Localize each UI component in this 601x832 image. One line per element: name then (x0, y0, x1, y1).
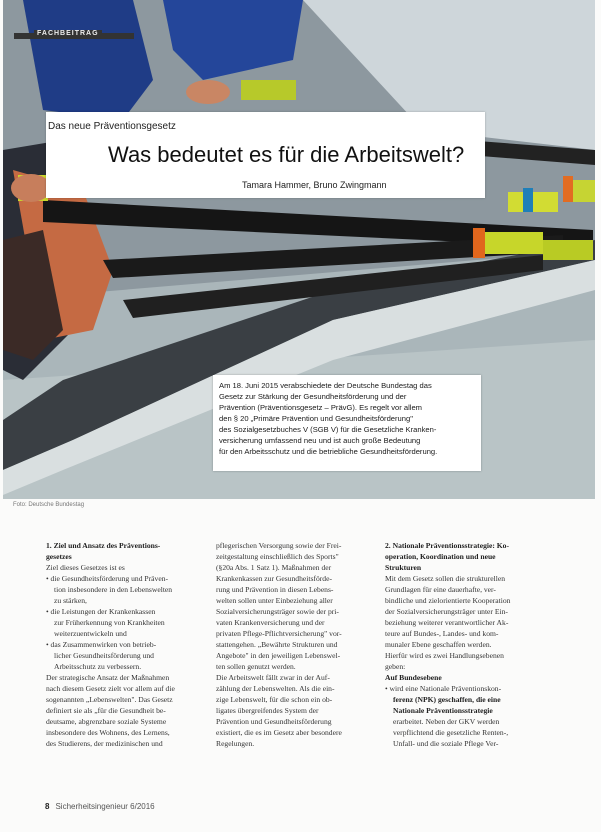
body-line: (§20a Abs. 1 Satz 1). Maßnahmen der (216, 563, 332, 572)
body-line: zählung der Lebenswelten. Als die ein- (216, 684, 335, 693)
intro-line: den § 20 „Primäre Prävention und Gesundheitsförderung" (219, 414, 413, 423)
body-line: teure auf Bundes-, Landes- und kom- (385, 629, 499, 638)
body-line: vaten Krankenversicherung und der (216, 618, 325, 627)
body-line: Auf Bundesebene (385, 673, 442, 682)
body-line: Prävention und Gesundheitsförderung (216, 717, 332, 726)
intro-text (219, 380, 481, 457)
body-line: 2. Nationale Präventionsstrategie: Ko- (385, 541, 510, 550)
body-line: erarbeitet. Neben der GKV werden (393, 717, 500, 726)
body-line: Strukturen (385, 563, 422, 572)
body-line: rung und Prävention in diesen Lebens- (216, 585, 334, 594)
body-line: ligates übergreifendes System der (216, 706, 319, 715)
body-line: • die Gesundheitsförderung und Präven- (46, 574, 169, 583)
body-line: zur Früherkennung von Krankheiten (54, 618, 165, 627)
article-authors: Tamara Hammer, Bruno Zwingmann (242, 180, 387, 190)
intro-line: Gesetz zur Stärkung der Gesundheitsförderung und der (219, 392, 407, 401)
intro-line: Prävention (Präventionsgesetz – PrävG). Es regelt vor allem (219, 403, 423, 412)
body-line: Arbeitsschutz zu verbessern. (54, 662, 142, 671)
body-line: Mit dem Gesetz sollen die strukturellen (385, 574, 505, 583)
photo-credit: Foto: Deutsche Bundestag (13, 502, 85, 508)
intro-line: für den Arbeitsschutz und die betriebliche Gesundheitsförderung. (219, 447, 438, 456)
body-line: welten sollen unter Einbeziehung aller (216, 596, 333, 605)
body-line: Unfall- und die soziale Pflege Ver- (393, 739, 499, 748)
body-line: tion insbesondere in den Lebenswelten (54, 585, 173, 594)
body-line: Die Arbeitswelt fällt zwar in der Auf- (216, 673, 330, 682)
intro-line: Am 18. Juni 2015 verabschiedete der Deutsche Bundestag das (219, 381, 432, 390)
body-line: 1. Ziel und Ansatz des Präventions- (46, 541, 161, 550)
body-line: munaler Ebene geschaffen werden. (385, 640, 492, 649)
body-line: Regelungen. (216, 739, 255, 748)
body-line: Der strategische Ansatz der Maßnahmen (46, 673, 170, 682)
body-line: bindliche und zielorientierte Kooperation (385, 596, 511, 605)
rubric-label: FACHBEITRAG (34, 30, 102, 37)
body-line: Nationale Präventionsstrategie (393, 706, 493, 715)
body-line: privaten Pflege-Pflichtversicherung" vor- (216, 629, 342, 638)
body-line: gesetzes (46, 552, 72, 561)
body-line: Grundlagen für eine dauerhafte, ver- (385, 585, 496, 594)
text-column-1 (46, 540, 181, 749)
body-line: licher Gesundheitsförderung und (54, 651, 154, 660)
body-line: • die Leistungen der Krankenkassen (46, 607, 156, 616)
body-line: zu stärken, (54, 596, 87, 605)
body-line: Angebote" in den jeweiligen Lebenswel- (216, 651, 341, 660)
body-line: Ziel dieses Gesetzes ist es (46, 563, 125, 572)
body-line: existiert, die es im Gesetz aber besondere (216, 728, 342, 737)
body-line: ten sollen genutzt werden. (216, 662, 296, 671)
body-line: verpflichtend die gesetzliche Renten-, (393, 728, 509, 737)
body-line: pflegerischen Versorgung sowie der Frei- (216, 541, 342, 550)
body-line: stattengehen. „Bewährte Strukturen und (216, 640, 338, 649)
body-line: definiert sie als „für die Gesundheit be- (46, 706, 166, 715)
body-line: zige Lebenswelt, für die schon ein ob- (216, 695, 333, 704)
text-column-2 (216, 540, 351, 749)
body-line: der Sozialversicherungsträger unter Ein- (385, 607, 508, 616)
body-line: operation, Koordination und neue (385, 552, 496, 561)
page-footer (45, 802, 155, 811)
article-kicker: Das neue Präventionsgesetz (48, 121, 176, 132)
body-line: zeitgestaltung einschließlich des Sports" (216, 552, 339, 561)
body-line: • das Zusammenwirken von betrieb- (46, 640, 157, 649)
body-line: sogenannten „Lebenswelten". Das Gesetz (46, 695, 173, 704)
body-line: geben: (385, 662, 406, 671)
section-rubric (14, 30, 134, 39)
body-line: Krankenkassen zur Gesundheitsförde- (216, 574, 332, 583)
body-line: weiterzuentwickeln und (54, 629, 127, 638)
body-line: insbesondere des Wohnens, des Lernens, (46, 728, 170, 737)
body-line: deutsame, abgrenzbare soziale Systeme (46, 717, 167, 726)
body-line: beziehung weiterer verantwortlicher Ak- (385, 618, 509, 627)
article-headline: Was bedeutet es für die Arbeitswelt? (108, 142, 465, 167)
intro-line: versicherung umfassend neu und ist auch große Bedeutung (219, 436, 421, 445)
body-line: ferenz (NPK) geschaffen, die eine (393, 695, 501, 704)
body-line: Hierfür wird es zwei Handlungsebenen (385, 651, 504, 660)
body-line: des Studierens, der medizinischen und (46, 739, 163, 748)
intro-line: des Sozialgesetzbuches V (SGB V) für die Gesetzliche Kranken- (219, 425, 437, 434)
page-number: 8 (45, 802, 50, 811)
body-line: Sozialversicherungsträger sowie der pri- (216, 607, 339, 616)
text-column-3 (385, 540, 520, 749)
body-line: nach diesem Gesetz zielt vor allem auf die (46, 684, 175, 693)
body-line: • wird eine Nationale Präventionskon- (385, 684, 502, 693)
journal-name: Sicherheitsingenieur 6/2016 (55, 802, 155, 811)
